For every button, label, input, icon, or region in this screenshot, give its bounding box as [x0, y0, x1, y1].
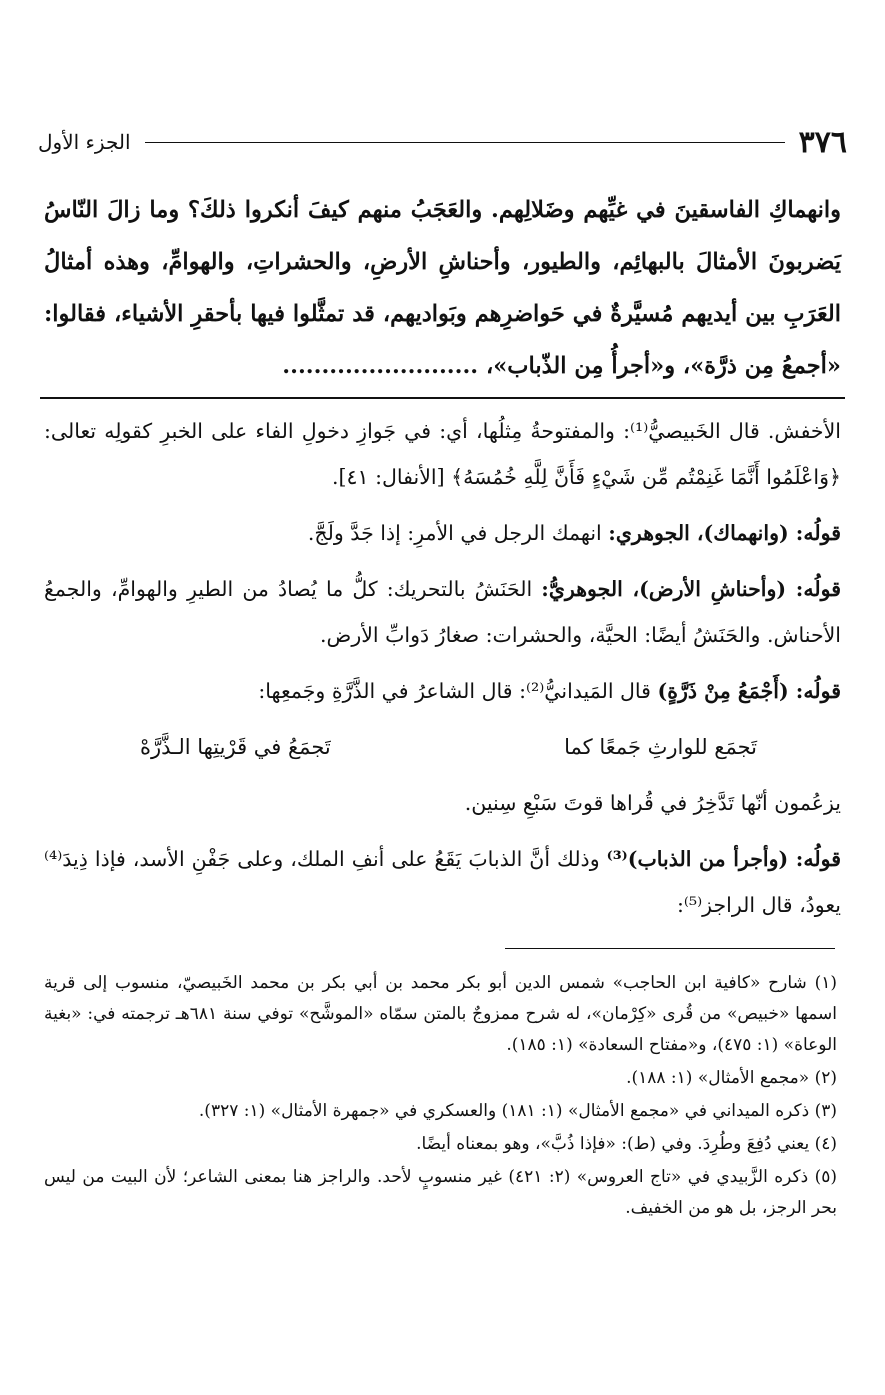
footnotes [44, 968, 837, 1226]
commentary-paragraph-4 [44, 668, 841, 714]
commentary-label-6: قولُه: (وأجرأ من الذباب)⁽³⁾ [606, 847, 841, 871]
main-text-divider [40, 397, 845, 399]
footnote-5: (٥) ذكره الزَّبيدي في «تاج العروس» (٢: ٤٢١) غير منسوبٍ لأحد. والراجز هنا بمعنى الشاعر؛ لأن البيت من ليس بحر الرجز، بل هو من الخفيف. [44, 1167, 837, 1218]
commentary-paragraph-1: الأخفش. قال الخَبيصيُّ⁽¹⁾: والمفتوحةُ مِثلُها، أي: في جَوازِ دخولِ الفاء على الخبرِ كقولِه تعالى: ﴿وَاعْلَمُوا أَنَّمَا غَنِمْتُم مِّن شَيْءٍ فَأَنَّ لِلَّهِ خُمُسَهُ﴾ [الأنفال: ٤١]. [44, 419, 841, 489]
footnote-3: (٣) ذكره الميداني في «مجمع الأمثال» (١: ١٨١) والعسكري في «جمهرة الأمثال» (١: ٣٢٧). [198, 1101, 837, 1121]
volume-label: الجزء الأول [38, 130, 131, 154]
commentary-label-4: قولُه: (أَجْمَعُ مِنْ ذَرَّةٍ) [657, 679, 841, 703]
page-number: ٣٧٦ [798, 124, 847, 160]
commentary-paragraph-2 [44, 510, 841, 556]
verse-second-hemistich: تَجمَعُ في قَرْيتِها الـذَّرَّهْ [140, 735, 331, 759]
main-text [44, 184, 841, 392]
commentary-paragraph-3 [44, 566, 841, 658]
verse-first-hemistich: تَجمَع للوارثِ جَمعًا كما [564, 735, 757, 759]
commentary-paragraph-6 [44, 836, 841, 928]
commentary-paragraph-5: يزعُمون أنّها تَدَّخِرُ في قُراها قوتَ سَبْعِ سِنين. [464, 791, 841, 815]
commentary-label-3: قولُه: (وأحناشِ الأرض)، الجوهريُّ: [541, 577, 841, 601]
main-paragraph: وانهماكِ الفاسقينَ في غيِّهم وضَلالِهم. والعَجَبُ منهم كيفَ أنكروا ذلكَ؟ وما زالَ النّاسُ يَضربونَ الأمثالَ بالبهائِم، والطيور، وأحناشِ الأرضِ، والحشراتِ، والهوامِّ، وهذه أمثالُ العَرَبِ بين أيديهم مُسيَّرةٌ في حَواضرِهم وبَواديهم، قد تمثَّلوا فيها بأحقرِ الأشياء، فقالوا: «أجمعُ مِن ذرَّة»، و«أجرأُ مِن الذّباب»، ......................... [44, 197, 841, 379]
page-header [38, 120, 847, 164]
poetry-verse [44, 724, 841, 770]
commentary-text-4: قال المَيدانيُّ⁽²⁾: قال الشاعرُ في الذَّرَّةِ وجَمعِها: [258, 679, 658, 703]
commentary-text-3: الحَنَشُ بالتحريك: كلُّ ما يُصادُ من الطيرِ والهوامِّ، والجمعُ الأحناش. والحَنَشُ أيضًا: الحيَّة، والحشرات: صغارُ دَوابِّ الأرض. [44, 577, 841, 647]
footnote-1: (١) شارح «كافية ابن الحاجب» شمس الدين أبو بكر محمد بن أبي بكر بن محمد الخَبيصيّ، منسوب إلى قرية اسمها «خبيص» من قُرى «كِرْمان»، له شرح ممزوجٌ بالمتن سمّاه «الموشَّح» توفي سنة ٦٨١هـ ترجمته في: «بغية الوعاة» (١: ٤٧٥)، و«مفتاح السعادة» (١: ١٨٥). [44, 973, 837, 1055]
header-rule [145, 142, 785, 143]
footnote-divider [505, 948, 835, 949]
footnote-2: (٢) «مجمع الأمثال» (١: ١٨٨). [626, 1068, 837, 1088]
commentary-label-2: قولُه: (وانهماك)، الجوهري: [608, 521, 841, 545]
commentary [44, 408, 841, 938]
commentary-text-2: انهمك الرجل في الأمرِ: إذا جَدَّ ولَجَّ. [307, 521, 609, 545]
footnote-4: (٤) يعني دُفِعَ وطُرِدَ. وفي (ط): «فإذا ذُبَّ»، وهو بمعناه أيضًا. [416, 1134, 837, 1154]
commentary-text-6: وذلك أنَّ الذبابَ يَقَعُ على أنفِ الملك، وعلى جَفْنِ الأسد، فإذا ذِيدَ⁽⁴⁾ يعودُ، قال الراجز⁽⁵⁾: [44, 847, 841, 917]
